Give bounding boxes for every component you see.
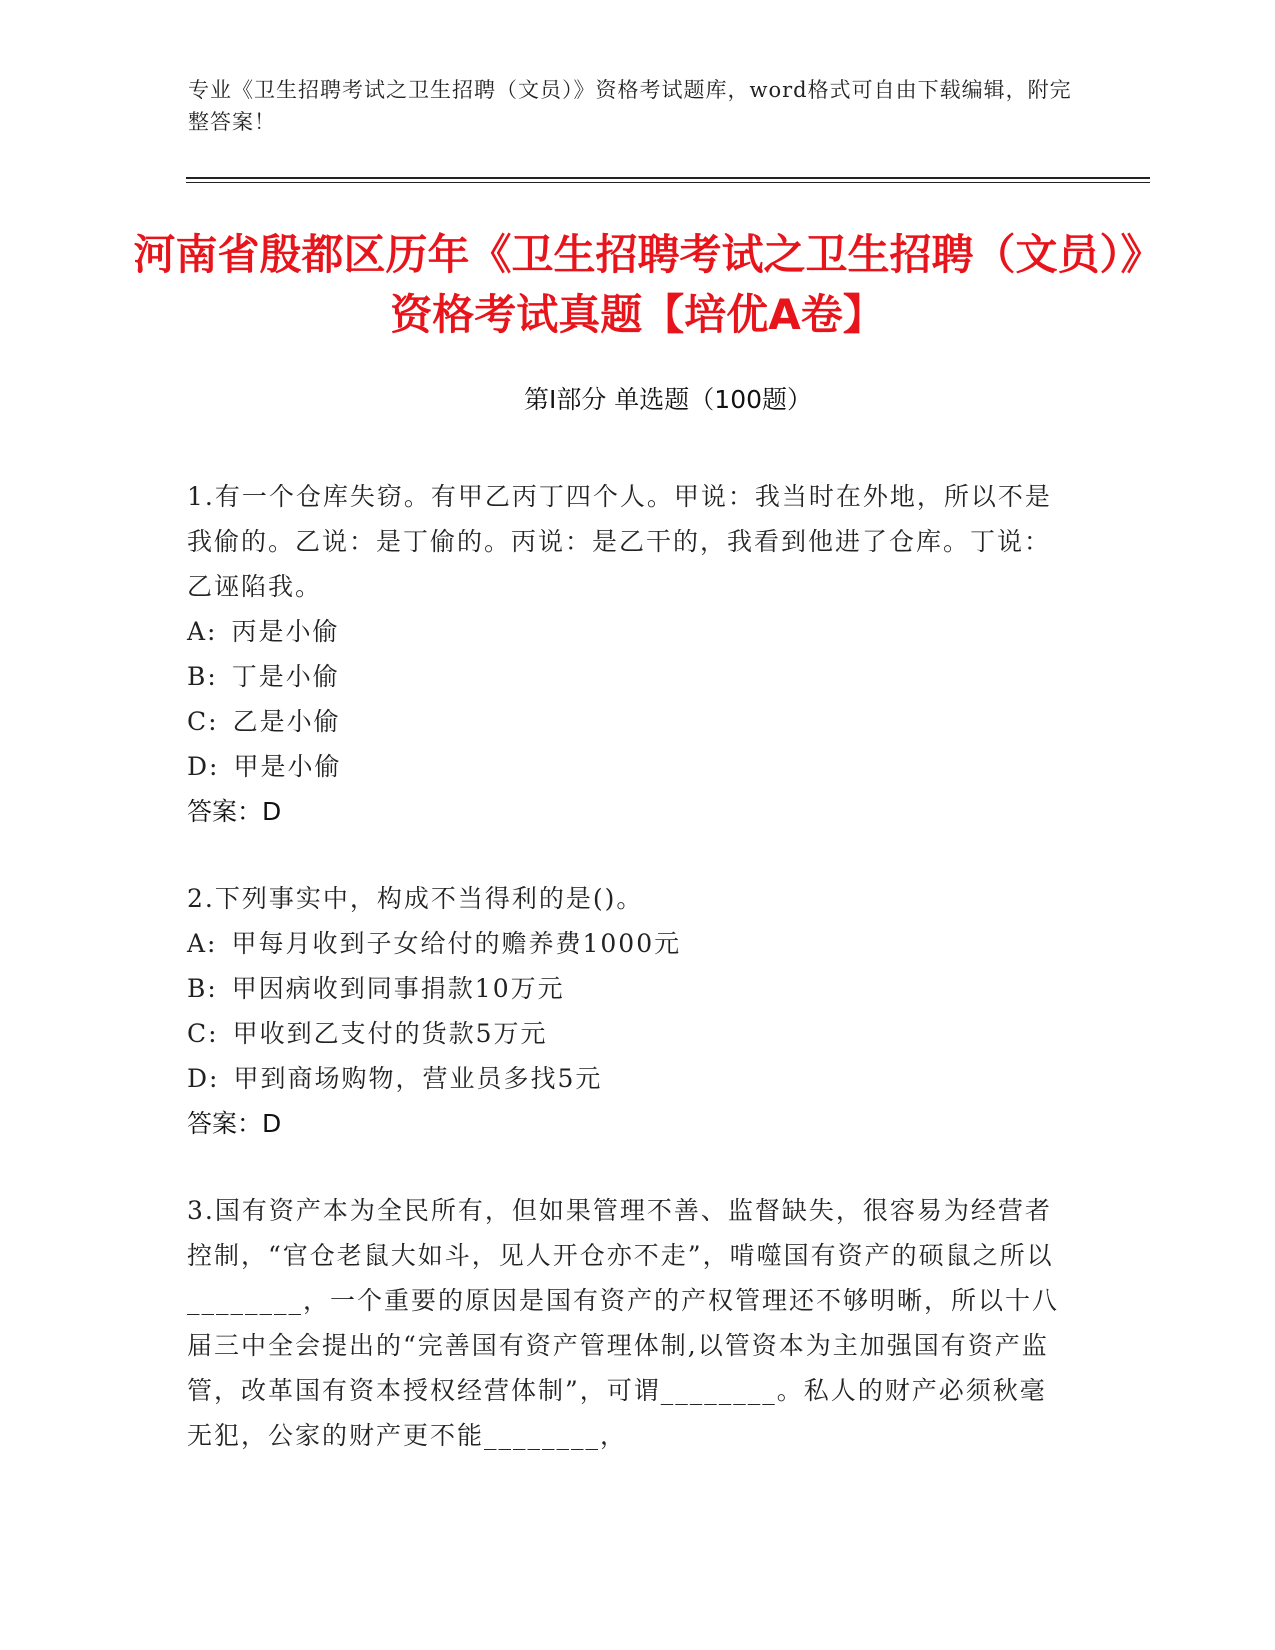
- header-divider-thin: [186, 182, 1150, 183]
- option-letter: C:: [187, 707, 219, 736]
- option-letter: B:: [187, 662, 218, 691]
- option-b: [187, 654, 1067, 699]
- option-b: [187, 966, 1067, 1011]
- option-text: 甲到商场购物，营业员多找5元: [233, 1064, 603, 1093]
- question-3: [187, 1188, 1067, 1458]
- option-letter: D:: [187, 752, 220, 781]
- option-a: [187, 921, 1067, 966]
- option-text: 乙是小偷: [232, 707, 341, 736]
- option-letter: B:: [187, 974, 218, 1003]
- option-text: 甲因病收到同事捐款10万元: [231, 974, 565, 1003]
- option-text: 丙是小偷: [231, 617, 340, 646]
- header-note: 专业《卫生招聘考试之卫生招聘（文员）》资格考试题库，word格式可自由下载编辑，附完整答案！: [188, 78, 1072, 134]
- option-c: [187, 1011, 1067, 1056]
- option-text: 甲收到乙支付的货款5万元: [232, 1019, 548, 1048]
- option-a: [187, 609, 1067, 654]
- option-letter: A:: [187, 617, 218, 646]
- header-divider: [186, 177, 1150, 179]
- question-list: [187, 474, 1067, 1458]
- option-text: 甲是小偷: [233, 752, 342, 781]
- option-letter: C:: [187, 1019, 219, 1048]
- option-text: 甲每月收到子女给付的赡养费1000元: [231, 929, 682, 958]
- option-c: [187, 699, 1067, 744]
- answer-line: 答案：D: [187, 1109, 282, 1138]
- option-d: [187, 1056, 1067, 1101]
- answer-line: 答案：D: [187, 797, 282, 826]
- question-stem: 1.有一个仓库失窃。有甲乙丙丁四个人。甲说：我当时在外地，所以不是我偷的。乙说：是丁偷的。丙说：是乙干的，我看到他进了仓库。丁说：乙诬陷我。: [187, 482, 1052, 601]
- question-stem: 3.国有资产本为全民所有，但如果管理不善、监督缺失，很容易为经营者控制，“官仓老鼠大如斗，见人开仓亦不走”，啃噬国有资产的硕鼠之所以________，一个重要的原因是国有资产的产权管理还不够明晰，所以十八届三中全会提出的“完善国有资产管理体制,以管资本为主加强国有资产监管，改革国有资本授权经营体制”，可谓________。私人的财产必须秋毫无犯，公家的财产更不能________，: [187, 1196, 1060, 1450]
- question-2: [187, 876, 1067, 1146]
- option-letter: D:: [187, 1064, 220, 1093]
- section-title: 第Ⅰ部分 单选题（100题）: [523, 385, 813, 414]
- option-d: [187, 744, 1067, 789]
- option-text: 丁是小偷: [231, 662, 340, 691]
- option-letter: A:: [187, 929, 218, 958]
- document-title: 河南省殷都区历年《卫生招聘考试之卫生招聘（文员）》资格考试真题【培优A卷】: [133, 230, 1142, 339]
- question-1: [187, 474, 1067, 834]
- question-stem: 2.下列事实中，构成不当得利的是()。: [187, 884, 644, 913]
